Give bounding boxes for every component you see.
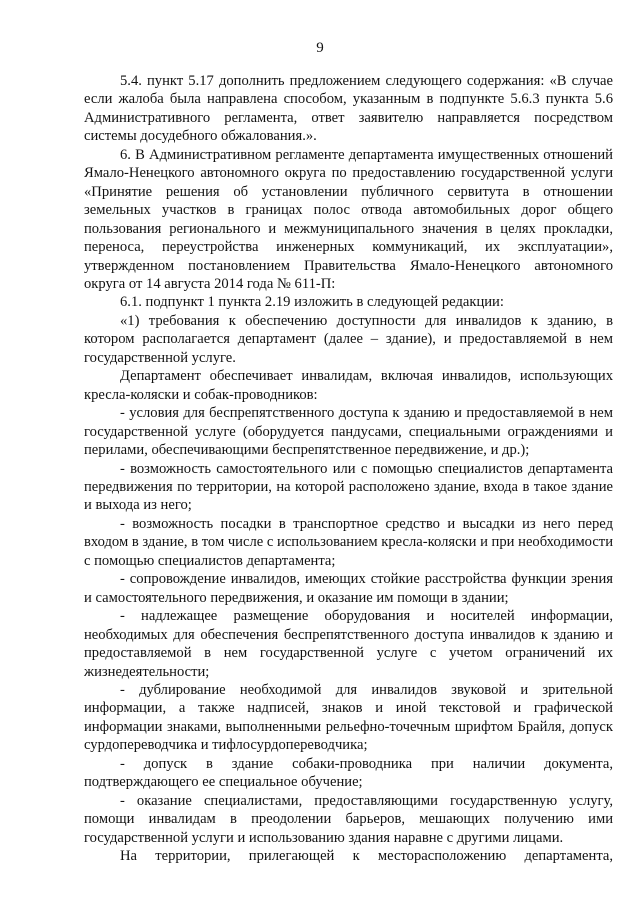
list-item: - сопровождение инвалидов, имеющих стойкие расстройства функции зрения и самостоятельного передвижения, и оказание им помощи в здании; [84,571,613,606]
paragraph: «1) требования к обеспечению доступности для инвалидов к зданию, в котором располагается департамент (далее – здание), и предоставляемой в нем государственной услуге. [84,312,613,366]
paragraph: Департамент обеспечивает инвалидам, включая инвалидов, использующих кресла-коляски и собак-проводников: [84,368,613,403]
paragraph: 5.4. пункт 5.17 дополнить предложением следующего содержания: «В случае если жалоба была направлена способом, указанным в подпункте 5.6.3 пункта 5.6 Административного регламента, ответ заявителю направляется посредством системы досудебного обжалования.». [84,73,613,145]
paragraph: На территории, прилегающей к месторасположению департамента, [120,848,613,865]
list-item: - допуск в здание собаки-проводника при наличии документа, подтверждающего ее специальное обучение; [84,755,613,791]
paragraph: 6.1. подпункт 1 пункта 2.19 изложить в следующей редакции: [120,294,504,311]
page-number: 9 [316,40,324,56]
list-item: - возможность посадки в транспортное средство и высадки из него перед входом в здание, в том числе с использованием кресла-коляски и при необходимости с помощью специалистов департамента; [84,515,613,569]
list-item: - дублирование необходимой для инвалидов звуковой и зрительной информации, а также надписей, знаков и иной текстовой и графической информации знаками, выполненными рельефно-точечным шрифтом Брайля, допуск сурдопереводчика и тифлосурдопереводчика; [84,681,613,754]
list-item: - возможность самостоятельного или с помощью специалистов департамента передвижения по территории, на которой расположено здание, входа в такое здание и выхода из него; [84,460,613,514]
list-item: - надлежащее размещение оборудования и носителей информации, необходимых для обеспечения беспрепятственного доступа инвалидов к зданию и предоставляемой в нем государственной услуге с учетом ограничений их жизнедеятельности; [84,608,613,680]
list-item: - оказание специалистами, предоставляющими государственную услугу, помощи инвалидам в преодолении барьеров, мешающих получению ими государственной услуги и использованию здания наравне с другими лицами. [84,792,613,846]
paragraph: 6. В Административном регламенте департамента имущественных отношений Ямало-Ненецкого автономного округа по предоставлению государственной услуги «Принятие решения об установлении публичного сервитута в отношении земельных участков в границах полос отвода автомобильных дорог общего пользования регионального и межмуниципального значения в целях прокладки, переноса, переустройства инженерных коммуникаций, их эксплуатации», утвержденном постановлением Правительства Ямало-Ненецкого автономного округа от 14 августа 2014 года № 611-П: [84,146,613,292]
document-body [84,72,613,865]
list-item: - условия для беспрепятственного доступа к зданию и предоставляемой в нем государственной услуге (оборудуется пандусами, специальными ограждениями и перилами, обеспечивающими беспрепятственное передвижение, и др.); [84,405,613,459]
